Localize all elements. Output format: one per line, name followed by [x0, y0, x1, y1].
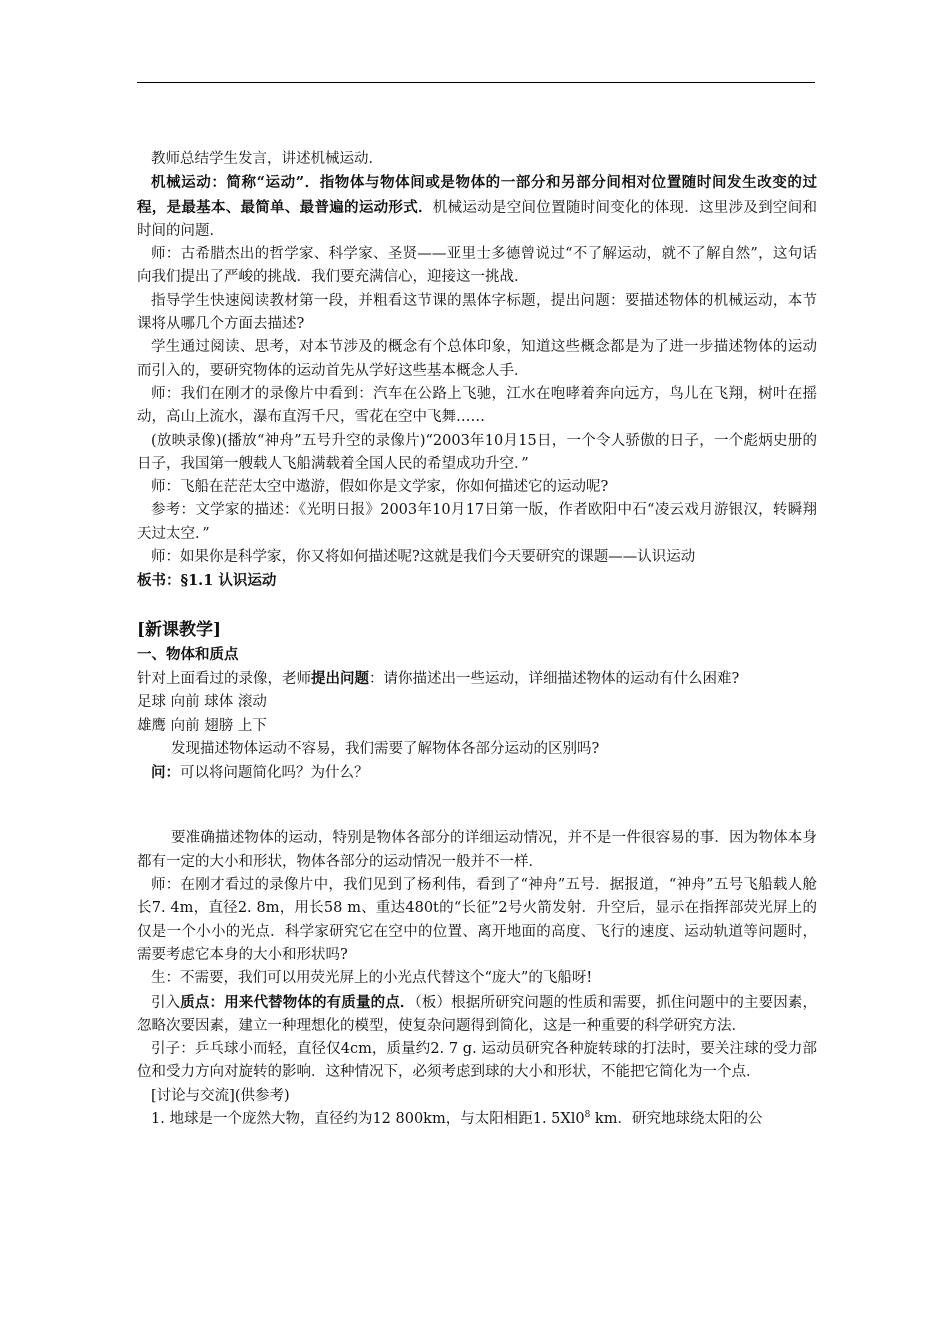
- paragraph: 发现描述物体运动不容易，我们需要了解物体各部分运动的区别吗?: [171, 740, 600, 757]
- paragraph-mechanical-motion: [137, 171, 817, 243]
- paragraph: 要准确描述物体的运动，特别是物体各部分的详细运动情况，并不是一件很容易的事．因为物体本身都有一定的大小和形状，物体各部分的运动情况一般并不一样．: [137, 830, 817, 870]
- paragraph: 师：古希腊杰出的哲学家、科学家、圣贤——亚里士多德曾说过“不了解运动，就不了解自然”，这句话向我们提出了严峻的挑战．我们要充满信心，迎接这一挑战．: [137, 246, 817, 286]
- paragraph-text: km．研究地球绕太阳的公: [590, 1110, 763, 1127]
- paragraph: (放映录像)(播放“神舟”五号升空的录像片)“2003年10月15日，一个令人骄傲的日子，一个彪炳史册的日子，我国第一艘载人飞船满载着全国人民的希望成功升空．”: [137, 432, 817, 472]
- paragraph-question: [137, 667, 817, 691]
- paragraph: 生：不需要，我们可以用荧光屏上的小光点代替这个“庞大”的飞船呀!: [151, 970, 593, 987]
- paragraph-text: 引入: [151, 994, 181, 1011]
- paragraph: 引子：乒乓球小而轻，直径仅4cm，质量约2. 7 g. 运动员研究各种旋转球的打法时，要关注球的受力部位和受力方向对旋转的影响．这种情况下，必须考虑到球的大小和形状，不能把它简化为一个点．: [137, 1041, 817, 1081]
- paragraph-particle: [137, 991, 817, 1039]
- paragraph: 师：在刚才看过的录像片中，我们见到了杨利伟，看到了“神舟”五号．据报道，“神舟”五号飞船载人舱长7. 4m，直径2. 8m，用长58 m、重达480t的“长征”2号火箭发射．升空后，显示在指挥部荧光屏上的仅是一个小小的光点．科学家研究它在空中的位置、离开地面的高度、飞行的速度、运动轨道等问题时，需要考虑它本身的大小和形状吗?: [137, 877, 817, 963]
- paragraph-earth: [137, 1108, 817, 1131]
- paragraph: 学生通过阅读、思考，对本节涉及的概念有个总体印象，知道这些概念都是为了进一步描述物体的运动而引入的，要研究物体的运动首先从学好这些基本概念人手．: [137, 339, 817, 379]
- paragraph-text: 1. 地球是一个庞然大物，直径约为12 800km，与太阳相距1. 5Xl0: [151, 1110, 585, 1127]
- paragraph: 指导学生快速阅读教材第一段，并粗看这节课的黑体字标题，提出问题：要描述物体的机械运动，本节课将从哪几个方面去描述?: [137, 292, 817, 333]
- paragraph: 师：飞船在茫茫太空中遨游，假如你是文学家，你如何描述它的运动呢?: [151, 479, 609, 496]
- section-heading-new-lesson: [新课教学]: [137, 619, 222, 640]
- paragraph-text: 针对上面看过的录像，老师: [137, 670, 311, 687]
- subsection-heading: [137, 643, 817, 667]
- definition-bold: 质点：用来代替物体的有质量的点．: [180, 993, 415, 1011]
- example-line: 足球 向前 球体 滚动: [137, 694, 267, 711]
- spacer: [137, 785, 817, 827]
- board-note: [137, 569, 817, 593]
- definition-bold: 机械运动：简称“运动”．指物体与物体间或是物体的一部分和另部分间相对位置随时间发生改变的过程，是最基本、最简单、最普遍的运动形式．: [137, 174, 817, 216]
- document-body: [137, 148, 817, 1131]
- header-rule: [137, 82, 815, 83]
- paragraph: 师：如果你是科学家，你又将如何描述呢?这就是我们今天要研究的课题——认识运动: [151, 549, 696, 566]
- exponent: 8: [584, 1110, 591, 1121]
- paragraph-ask: [137, 761, 817, 785]
- paragraph: 师：我们在刚才的录像片中看到：汽车在公路上飞驰，江水在咆哮着奔向远方，鸟儿在飞翔，树叶在摇动，高山上流水，瀑布直泻千尺，雪花在空中飞舞……: [137, 385, 817, 426]
- paragraph: [讨论与交流](供参考): [151, 1087, 290, 1104]
- spacer: [137, 594, 817, 617]
- example-line: 雄鹰 向前 翅膀 上下: [137, 717, 267, 734]
- paragraph-text: （板）根据所研究问题的性质和需要，抓住问题中的主要因素，忽略次要因素，建立一种理想化的模型，使复杂问题得到简化，这是一种重要的科学研究方法．: [137, 994, 818, 1034]
- emphasis-bold: 问：: [151, 764, 180, 782]
- paragraph-text: 机械运动是空间位置随时间变化的体现．这里涉及到空间和时间的问题．: [137, 199, 818, 239]
- paragraph: 教师总结学生发言，讲述机械运动．: [151, 151, 383, 167]
- paragraph: 参考：文学家的描述：《光明日报》2003年10月17日第一版，作者欧阳中石“凌云戏月游银汉，转瞬翔天过太空．”: [137, 502, 817, 542]
- subsection-heading-text: 一、物体和质点: [137, 645, 239, 663]
- emphasis-bold: 提出问题: [311, 669, 369, 687]
- paragraph-text: ：请你描述出一些运动，详细描述物体的运动有什么困难?: [369, 670, 740, 687]
- paragraph-text: 可以将问题简化吗？为什么？: [180, 765, 369, 782]
- board-note-text: 板书：§1.1 认识运动: [137, 572, 277, 590]
